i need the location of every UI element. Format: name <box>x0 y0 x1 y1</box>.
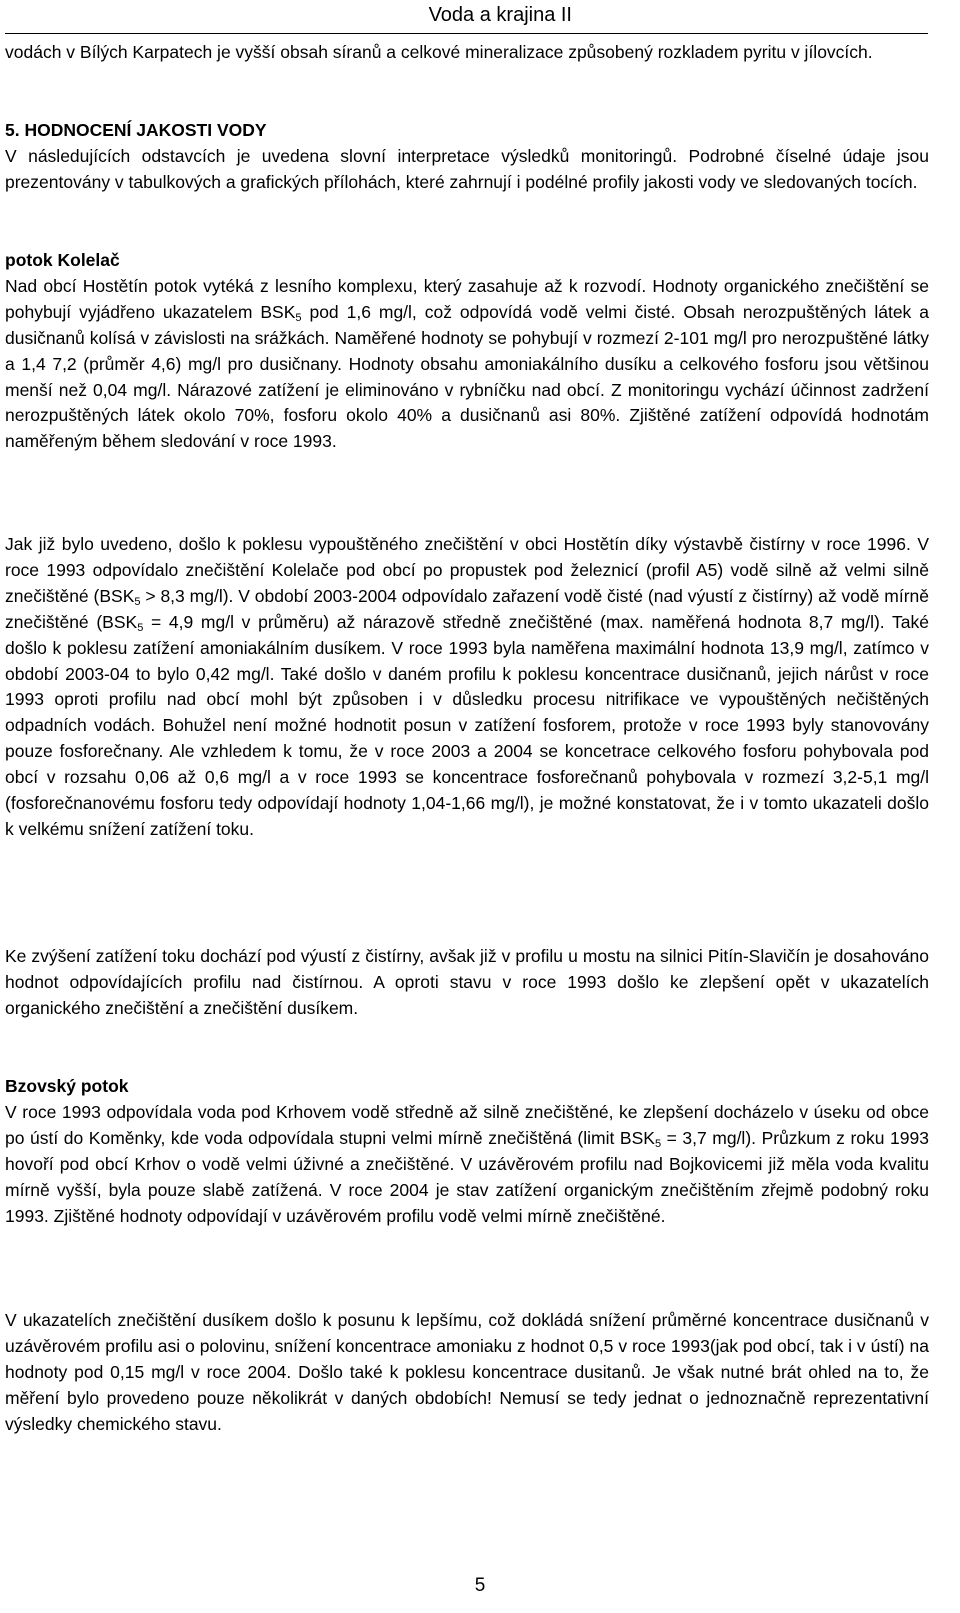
running-header: Voda a krajina II <box>428 4 572 26</box>
kolelac-section <box>5 248 929 455</box>
kolelac-paragraph-3: Ke zvýšení zatížení toku dochází pod výustí z čistírny, avšak již v profilu u mostu na silnici Pitín-Slavičín je dosahováno hodnot odpovídajících profilu nad čistírnou. A oproti stavu v roce 1993 došlo ke zlepšení opět v ukazatelích organického znečištění a znečištění dusíkem. <box>5 946 929 1018</box>
intro-paragraph: vodách v Bílých Karpatech je vyšší obsah síranů a celkové mineralizace způsobený rozkladem pyritu v jílovcích. <box>5 42 873 62</box>
bzovsky-paragraph-1: V roce 1993 odpovídala voda pod Krhovem vodě středně až silně znečištěné, ke zlepšení docházelo v úseku od obce po ústí do Koměnky, kde voda odpovídala stupni velmi mírně znečištěná (limit $BSK_5 = 3,7$ mg/l). Průzkum z roku 1993 hovoří pod obcí Krhov o vodě velmi úživné a znečištěné. V uzávěrovém profilu nad Bojkovicemi již měla voda kvalitu mírně vyšší, byla pouze slabě zatížená. V roce 2004 je stav zatížení organickým znečištěním zřejmě podobný roku 1993. Zjištěné hodnoty odpovídají v uzávěrovém profilu vodě velmi mírně znečištěné. <box>5 1101 929 1226</box>
kolelac-paragraph-3-block <box>5 944 929 1022</box>
kolelac-paragraph-1: Nad obcí Hostětín potok vytéká z lesního komplexu, který zasahuje až k rozvodí. Hodnoty organického znečištění se pohybují vyjádřeno ukazatelem $BSK_5$ pod 1,6 mg/l, což odpovídá vodě velmi čisté. Obsah nerozpuštěných látek a dusičnanů kolísá v závislosti na srážkách. Naměřené hodnoty se pohybují v rozmezí 2-101 mg/l pro nerozpuštěné látky a 1,4 7,2 (průměr 4,6) mg/l pro dusičnany. Hodnoty obsahu amoniakálního dusíku a celkového fosforu jsou většinou menší než 0,04 mg/l. Nárazové zatížení je eliminováno v rybníčku nad obcí. Z monitoringu vychází účinnost zadržení nerozpuštěných látek okolo 70%, fosforu okolo 40% a dusičnanů asi 80%. Zjištěné zatížení odpovídá hodnotám naměřeným během sledování v roce 1993. <box>5 275 929 452</box>
kolelac-paragraph-2-block <box>5 532 929 843</box>
page-number: 5 <box>474 1575 486 1596</box>
section-5-heading: 5. HODNOCENÍ JAKOSTI VODY <box>5 120 267 140</box>
section-5 <box>5 118 929 196</box>
bzovsky-heading: Bzovský potok <box>5 1076 129 1096</box>
bzovsky-section <box>5 1074 929 1229</box>
intro-block <box>5 40 929 66</box>
section-5-paragraph: V následujících odstavcích je uvedena slovní interpretace výsledků monitoringů. Podrobné číselné údaje jsou prezentovány v tabulkových a grafických přílohách, které zahrnují i podélné profily jakosti vody ve sledovaných tocích. <box>5 145 929 192</box>
kolelac-paragraph-2: Jak již bylo uvedeno, došlo k poklesu vypouštěného znečištění v obci Hostětín díky výstavbě čistírny v roce 1996. V roce 1993 odpovídalo znečištění Kolelače pod obcí po propustek pod železnicí (profil A5) vodě silně až velmi silně znečištěné ($BSK_5 > 8,3$ mg/l). V období 2003-2004 odpovídalo zařazení vodě čisté (nad výustí z čistírny) až vodě mírně znečištěné ($BSK_5 = 4,9$ mg/l v průměru) až nárazově středně znečištěné (max. naměřená hodnota 8,7 mg/l). Také došlo k poklesu zatížení amoniakálním dusíkem. V roce 1993 byla naměřena maximální hodnota 13,9 mg/l, zatímco v období 2003-04 to bylo 0,42 mg/l. Také došlo v daném profilu k poklesu koncentrace dusičnanů, jejich nárůst v roce 1993 oproti profilu nad obcí mohl být způsoben i v důsledku procesu nitrifikace ve vypouštěných nečištěných odpadních vodách. Bohužel není možné hodnotit posun v zatížení fosforem, protože v roce 1993 byly stanovovány pouze fosforečnany. Ale vzhledem k tomu, že v roce 2003 a 2004 se koncetrace celkového fosforu pohybovala pod obcí v rozsahu 0,06 až 0,6 mg/l a v roce 1993 se koncentrace fosforečnanů pohybovala v rozmezí 3,2-5,1 mg/l (fosforečnanovému fosforu tedy odpovídají hodnoty 1,04-1,66 mg/l), je možné konstatovat, že i v tomto ukazateli došlo k velkému snížení zatížení toku. <box>5 534 929 839</box>
header-rule <box>5 33 928 34</box>
kolelac-heading: potok Kolelač <box>5 250 120 270</box>
bzovsky-paragraph-2-block <box>5 1308 929 1438</box>
bzovsky-paragraph-2: V ukazatelích znečištění dusíkem došlo k posunu k lepšímu, což dokládá snížení průměrné koncentrace dusičnanů v uzávěrovém profilu asi o polovinu, snížení koncentrace amoniaku z hodnot 0,5 v roce 1993(jak pod obcí, tak i v ústí) na hodnoty pod 0,15 mg/l v roce 2004. Došlo také k poklesu koncentrace dusitanů. Je však nutné brát ohled na to, že měření bylo provedeno pouze několikrát v daných obdobích! Nemusí se tedy jednat o jednoznačně reprezentativní výsledky chemického stavu. <box>5 1310 929 1434</box>
